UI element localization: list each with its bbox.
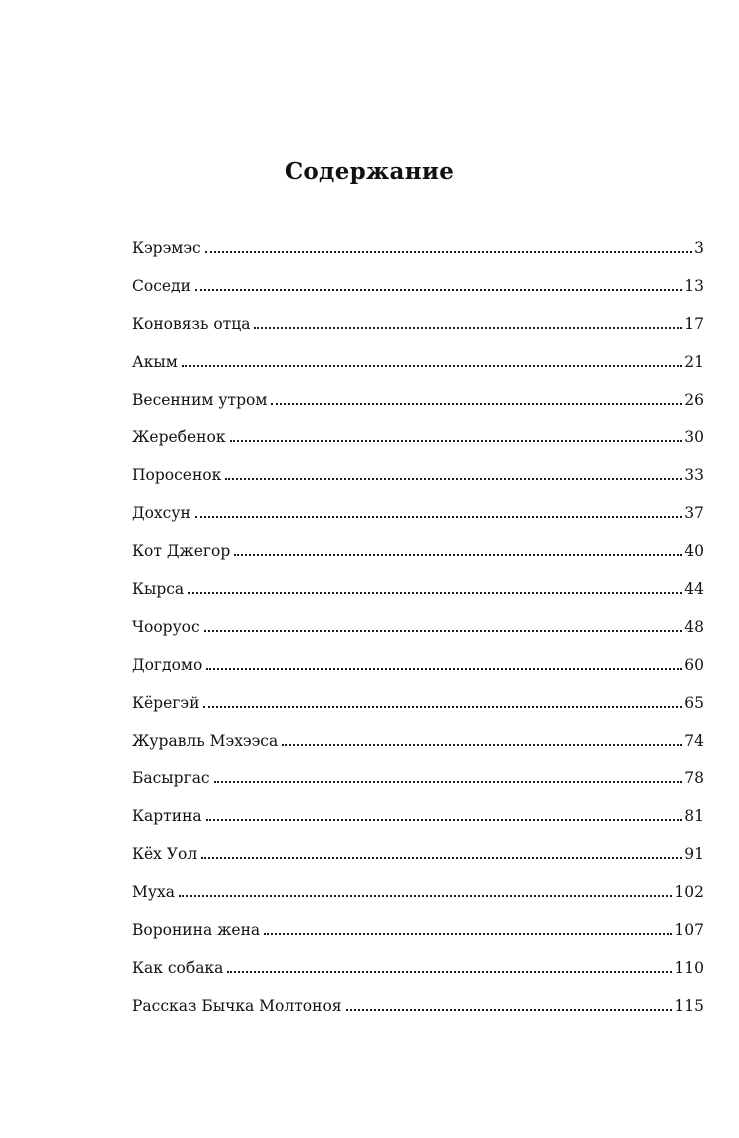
toc-entry	[132, 912, 704, 950]
dot-leader	[271, 402, 682, 405]
toc-entry-title: Дохсун	[132, 504, 191, 523]
dot-leader	[264, 932, 672, 935]
toc-entry-title: Догдомо	[132, 655, 203, 674]
table-of-contents	[132, 230, 704, 1026]
toc-entry	[132, 268, 704, 306]
toc-entry-title: Воронина жена	[132, 921, 261, 940]
toc-entry-page: 102	[674, 883, 704, 902]
dot-leader	[179, 894, 672, 897]
toc-entry	[132, 685, 704, 723]
dot-leader	[227, 970, 672, 973]
toc-entry-title: Акым	[132, 352, 178, 371]
toc-entry	[132, 457, 704, 495]
toc-entry	[132, 533, 704, 571]
toc-entry	[132, 306, 704, 344]
toc-entry-page: 40	[684, 542, 704, 561]
dot-leader	[254, 326, 682, 329]
toc-entry-page: 107	[674, 921, 704, 940]
toc-entry-page: 13	[684, 276, 704, 295]
toc-entry-title: Кэрэмэс	[132, 239, 201, 257]
toc-entry	[132, 344, 704, 382]
toc-entry-page: 33	[684, 466, 704, 485]
toc-entry	[132, 988, 704, 1026]
toc-entry-title: Чооруос	[132, 617, 200, 636]
dot-leader	[206, 667, 682, 670]
toc-entry-title: Как собака	[132, 958, 224, 977]
toc-entry-title: Кёх Уол	[132, 845, 198, 864]
toc-entry-title: Муха	[132, 883, 175, 902]
toc-entry-title: Коновязь отца	[132, 314, 251, 333]
page-title: Содержание	[284, 158, 455, 185]
toc-entry-page: 44	[684, 580, 704, 599]
dot-leader	[188, 591, 682, 594]
dot-leader	[204, 629, 683, 632]
toc-entry	[132, 419, 704, 457]
toc-entry-page: 3	[694, 239, 704, 257]
toc-entry-page: 65	[684, 693, 704, 712]
toc-entry-page: 37	[684, 504, 704, 523]
toc-entry	[132, 230, 704, 268]
toc-entry-title: Картина	[132, 807, 202, 826]
toc-entry	[132, 798, 704, 836]
toc-entry-page: 60	[684, 655, 704, 674]
toc-entry-title: Кот Джегор	[132, 542, 231, 561]
dot-leader	[225, 477, 682, 480]
dot-leader	[182, 364, 682, 367]
toc-entry	[132, 609, 704, 647]
toc-entry-page: 91	[684, 845, 704, 864]
toc-entry	[132, 647, 704, 685]
toc-entry-page: 48	[684, 617, 704, 636]
toc-entry-title: Кырса	[132, 580, 185, 599]
toc-entry	[132, 723, 704, 761]
toc-entry-page: 21	[684, 352, 704, 371]
toc-entry-page: 78	[684, 769, 704, 788]
dot-leader	[195, 288, 682, 291]
toc-entry-title: Журавль Мэхээса	[132, 731, 279, 750]
toc-entry-title: Весенним утром	[132, 390, 268, 409]
toc-entry-title: Поросенок	[132, 466, 222, 485]
dot-leader	[195, 515, 682, 518]
dot-leader	[214, 780, 683, 783]
toc-entry-page: 110	[674, 958, 704, 977]
toc-entry	[132, 382, 704, 420]
toc-entry-page: 74	[684, 731, 704, 750]
toc-entry-page: 17	[684, 314, 704, 333]
toc-entry-page: 30	[684, 428, 704, 447]
dot-leader	[205, 250, 692, 253]
toc-entry	[132, 874, 704, 912]
dot-leader	[234, 553, 682, 556]
toc-entry-page: 115	[674, 996, 704, 1015]
toc-entry-title: Соседи	[132, 276, 191, 295]
dot-leader	[206, 818, 683, 821]
toc-entry-page: 81	[684, 807, 704, 826]
toc-entry	[132, 950, 704, 988]
toc-entry	[132, 495, 704, 533]
toc-entry-title: Кёрегэй	[132, 693, 200, 712]
toc-entry-title: Басыргас	[132, 769, 210, 788]
toc-entry-title: Рассказ Бычка Молтоноя	[132, 996, 342, 1015]
toc-entry-page: 26	[684, 390, 704, 409]
dot-leader	[203, 705, 682, 708]
toc-entry	[132, 571, 704, 609]
dot-leader	[282, 743, 682, 746]
toc-entry-title: Жеребенок	[132, 428, 226, 447]
dot-leader	[230, 439, 683, 442]
toc-entry	[132, 760, 704, 798]
dot-leader	[201, 856, 682, 859]
dot-leader	[346, 1008, 673, 1011]
toc-entry	[132, 836, 704, 874]
